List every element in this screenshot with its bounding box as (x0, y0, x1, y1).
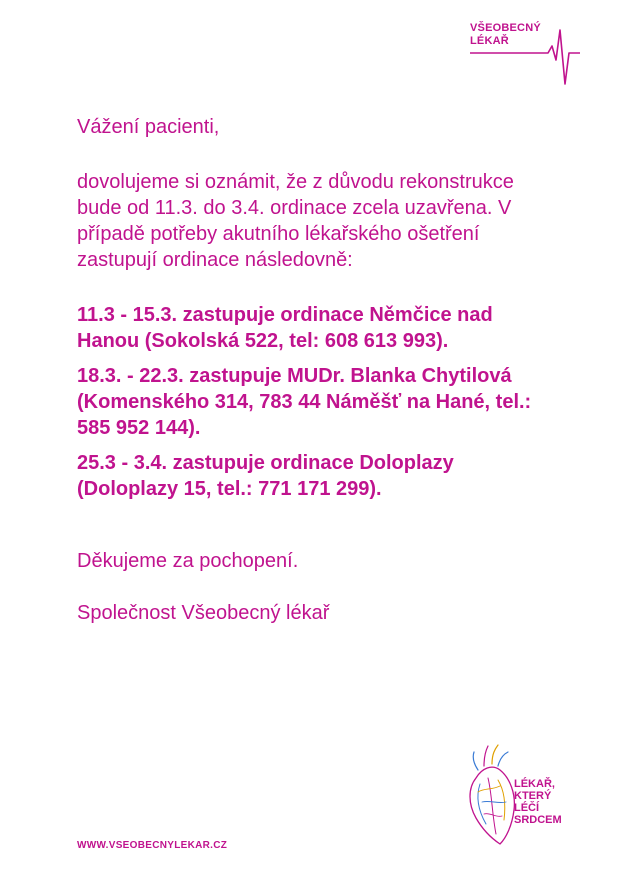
brand-logo (470, 22, 580, 94)
signature: Společnost Všeobecný lékař (77, 602, 330, 624)
intro-paragraph: dovolujeme si oznámit, že z důvodu rekonstrukce bude od 11.3. do 3.4. ordinace zcela uzavřena. V případě potřeby akutního lékařského ošetření zastupují ordinace následovně: (77, 171, 514, 271)
logo-wordmark (470, 22, 541, 48)
badge-line-2: KTERÝ (514, 790, 552, 802)
thanks-line: Děkujeme za pochopení. (77, 550, 299, 572)
website-link[interactable]: WWW.VSEOBECNYLEKAR.CZ (77, 840, 228, 851)
heart-badge (462, 744, 592, 849)
badge-line-3: LÉČÍ (514, 802, 540, 814)
substitute-notice: 18.3. - 22.3. zastupuje MUDr. Blanka Chytilová (Komenského 314, 783 44 Náměšť na Hané, tel.: 585 952 144). (77, 365, 532, 439)
badge-line-4: SRDCEM (514, 814, 562, 826)
logo-line-1: VŠEOBECNÝ (470, 22, 541, 34)
badge-line-1: LÉKAŘ, (514, 778, 555, 790)
substitute-notice: 25.3 - 3.4. zastupuje ordinace Doloplazy (Doloplazy 15, tel.: 771 171 299). (77, 452, 454, 500)
greeting: Vážení pacienti, (77, 116, 220, 138)
logo-line-2: LÉKAŘ (470, 35, 509, 47)
badge-slogan (514, 778, 562, 826)
substitute-notice: 11.3 - 15.3. zastupuje ordinace Němčice nad Hanou (Sokolská 522, tel: 608 613 993). (77, 304, 493, 352)
letter-body (77, 114, 557, 626)
